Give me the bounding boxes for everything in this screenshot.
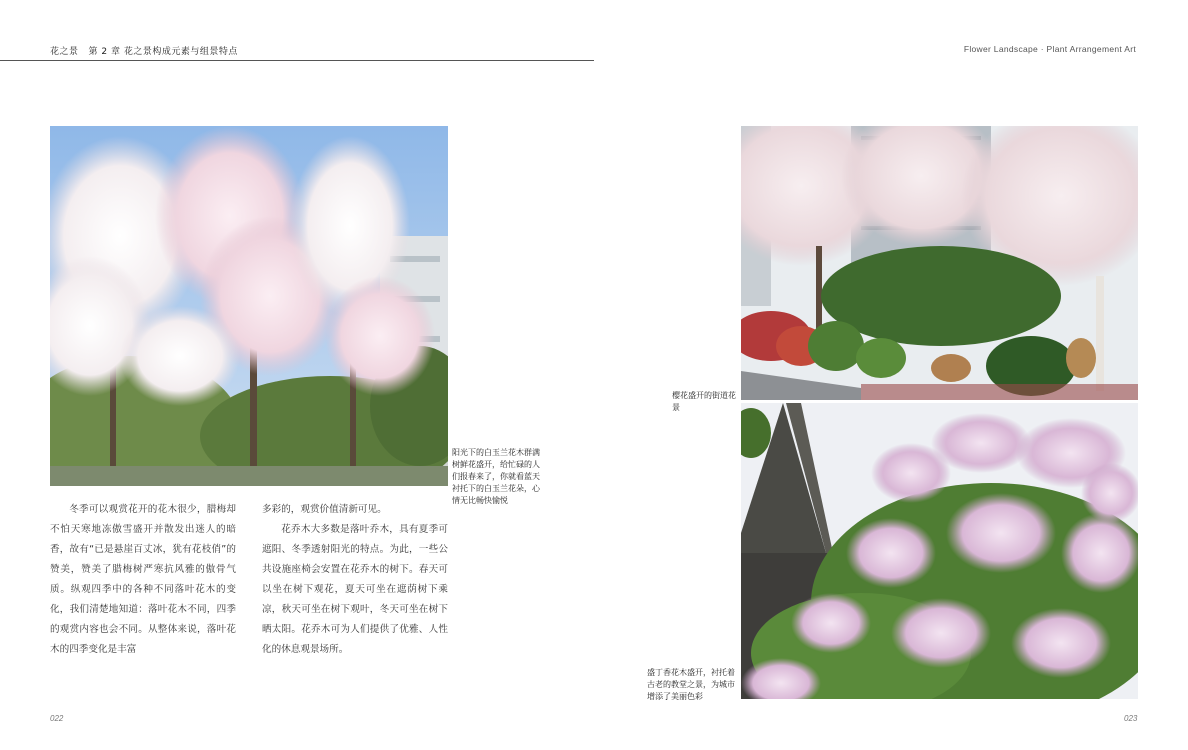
cherry-caption: 樱花盛开的街道花景 [672, 391, 736, 412]
lilac-caption: 盛丁香花木盛开，衬托着古老的教堂之景，为城市增添了美丽色彩 [647, 668, 735, 701]
chapter-title: 花之景构成元素与组景特点 [123, 47, 238, 57]
header-rule [0, 60, 594, 61]
page-number-right: 023 [1124, 714, 1138, 723]
chapter-number: 第 2 章 [88, 47, 121, 57]
book-title: 花之景 [50, 47, 79, 57]
right-page [594, 0, 1188, 750]
running-header [50, 44, 238, 57]
page-number-left: 022 [50, 714, 64, 723]
magnolia-caption: 阳光下的白玉兰花木群满树鲜花盛开，给忙碌的人们报春来了，你就看蓝天衬托下的白玉兰花朵，心情无比畅快愉悦 [452, 448, 540, 505]
lilac-church-photo [741, 403, 1138, 699]
body-paragraph-continued: 多彩的，观赏价值清新可见。 [262, 504, 387, 515]
body-column-1 [50, 500, 236, 660]
body-paragraph: 花乔木大多数是落叶乔木，具有夏季可遮阳、冬季透射阳光的特点。为此，一些公共设施座椅会安置在花乔木的树下。春天可以坐在树下观花，夏天可坐在遮荫树下乘凉，秋天可坐在树下观叶，冬天可坐在树下晒太阳。花乔木可为人们提供了优雅、人性化的休息观景场所。 [262, 524, 448, 655]
running-header-en: Flower Landscape · Plant Arrangement Art [963, 44, 1136, 54]
magnolia-photo [50, 126, 448, 486]
body-column-2 [262, 500, 448, 660]
body-paragraph: 冬季可以观赏花开的花木很少，腊梅却不怕天寒地冻傲雪盛开并散发出迷人的暗香，故有“已是悬崖百丈冰，犹有花枝俏”的赞美，赞美了腊梅树严寒抗风雅的傲骨气质。纵观四季中的各种不同落叶花木的变化，我们清楚地知道：落叶花木不同，四季的观赏内容也会不同。从整体来说，落叶花木的四季变化是丰富 [50, 504, 236, 655]
cherry-blossom-photo [741, 126, 1138, 400]
